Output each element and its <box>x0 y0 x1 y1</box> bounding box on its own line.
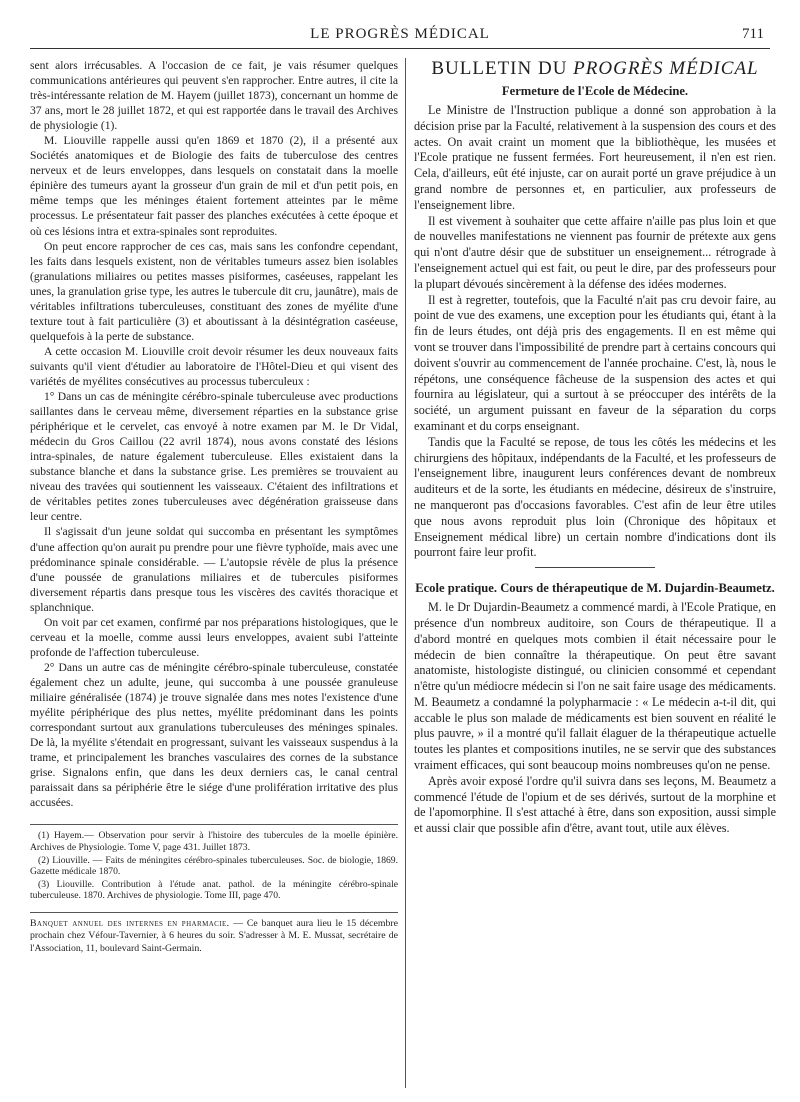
footnote-2: (2) Liouville. — Faits de méningites cérébro-spinales tuberculeuses. Soc. de biologie, 1869. Gazette médicale 1870. <box>30 854 398 878</box>
left-paragraph-8: 2° Dans un autre cas de méningite cérébro-spinale tuberculeuse, constatée également chez un adulte, jeune, qui succomba à une poussée granuleuse miliaire généralisée (1874) je trouve signalée dans mes notes l'existence d'une myélite périphérique des plus nettes, myélite prédominant dans les points correspondant surtout aux granulations tuberculeuses des méninges spinales. De là, la myélite s'étendait en progressant, suivant les vaisseaux suspendus à la trame, et principalement les branches vasculaires des cornes de la substance grise. Signalons enfin, que dans les deux derniers cas, le canal central paraissait dans sa périphérie être le siége d'une prolifération irritative des plus accusées. <box>30 660 398 810</box>
left-paragraph-1: sent alors irrécusables. A l'occasion de ce fait, je vais résumer quelques communications antérieures qui peuvent s'en rapprocher. Entre autres, il cite la très-intéressante relation de M. Hayem (juillet 1873), concernant un homme de 37 ans, mort le 28 juillet 1872, et qui est rapportée dans le travail des Archives de physiologie (1). <box>30 59 398 133</box>
footnote-1: (1) Hayem.— Observation pour servir à l'histoire des tubercules de la moelle épinière. Archives de Physiologie. Tome V, page 431. Juillet 1873. <box>30 830 398 853</box>
left-paragraph-6: Il s'agissait d'un jeune soldat qui succomba en présentant les symptômes d'une affection qu'on aurait pu prendre pour une fièvre typhoïde, mais avec une prédominance spinale considérable. — L'autopsie révèle de plus la présence d'une poussée de granulations miliaires et de tubercules pisiformes diversement répartis dans presque tous les viscères des cavités thoracique et splanchnique. <box>30 525 398 614</box>
left-paragraph-4: A cette occasion M. Liouville croit devoir résumer les deux nouveaux faits suivants qu'il vient d'étudier au laboratoire de l'Hôtel-Dieu et qui visent des variétés de myélites consécutives au processus tuberculeux : <box>30 344 398 388</box>
column-divider <box>405 58 406 1088</box>
left-column <box>30 58 398 955</box>
left-paragraph-2: M. Liouville rappelle aussi qu'en 1869 et 1870 (2), il a présenté aux Sociétés anatomiques et de Biologie des faits de tuberculose des centres nerveux et de leurs enveloppes, dans lesquels on constatait dans la moelle épinière des tumeurs ayant la grosseur d'un grain de mil et d'un petit pois, en même temps que les méninges étaient fortement atteintes par le même processus. Le présentateur fait passer des planches exécutées à cette époque et où ces lésions intra et extra-spinales sont reproduites. <box>30 134 398 238</box>
right-paragraph-4: Tandis que la Faculté se repose, de tous les côtés les médecins et les chirurgiens des hôpitaux, indépendants de la Faculté, et les professeurs de l'enseignement libre, inaugurent leurs conférences devant de nombreux auditeurs et de la sorte, les étudiants en médecine, désireux de s'instruire, ne manqueront pas d'occasions favorables. C'est afin de leur être utiles que nous avons reproduit plus loin (Chronique des hôpitaux et Enseignement médical libre) un certain nombre d'indications dont ils pourront faire leur profit. <box>414 434 776 560</box>
section-divider <box>535 567 655 568</box>
journal-title: LE PROGRÈS MÉDICAL <box>310 26 490 42</box>
right-paragraph-6: Après avoir exposé l'ordre qu'il suivra dans ses leçons, M. Beaumetz a commencé l'étude de l'opium et de ses dérivés, surtout de la morphine et de l'apomorphine. Il s'est attaché à être, dans son exposition, aussi simple et aussi clair que possible afin d'être, avant tout, utile aux élèves. <box>414 773 776 836</box>
footnote-3: (3) Liouville. Contribution à l'étude anat. pathol. de la méningite cérébro-spinale tuberculeuse. 1870. Archives de physiologie. Tome III, page 470. <box>30 878 398 902</box>
footnotes <box>30 824 398 902</box>
section-title-ecole-pratique: Ecole pratique. Cours de thérapeutique de M. Dujardin-Beaumetz. <box>415 581 775 596</box>
running-header <box>30 26 770 49</box>
section-title-fermeture: Fermeture de l'Ecole de Médecine. <box>501 84 689 98</box>
bulletin-title-prefix: BULLETIN DU <box>431 58 568 79</box>
page-number: 711 <box>742 26 764 42</box>
bulletin-title <box>414 58 776 80</box>
left-paragraph-7: On voit par cet examen, confirmé par nos préparations histologiques, que le cerveau et la moelle, comme aussi leurs enveloppes, avaient subi l'atteinte profonde de l'affection tuberculeuse. <box>30 615 398 659</box>
right-paragraph-2: Il est vivement à souhaiter que cette affaire n'aille pas plus loin et que de nouvelles manifestations ne viennent pas fournir de prétexte aux gens qui n'ont d'autre désir que de substituer un enseignement... rétrograde à l'enseignement actuel qui est fait, ou peut le dire, par des professeurs pour la plupart dévoués sincèrement à la défense des idées modernes. <box>414 213 776 291</box>
right-column <box>414 58 776 837</box>
left-paragraph-5: 1° Dans un cas de méningite cérébro-spinale tuberculeuse avec productions saillantes dans le cerveau même, diversement réparties en la substance grise périphérique et le cervelet, cas envoyé à notre examen par M. le Dr Vidal, médecin du Gros Caillou (22 avril 1874), nous avons constaté des lésions intra-spinales, de nature également tuberculeuse. Elles existaient dans la substance blanche et dans la substance grise. Les premières se trouvaient au niveau des travées qui soutiennent les vaisseaux. C'étaient des infiltrations et de véritables petites zones tuberculeuses avec dégénération graisseuse dans leur centre. <box>30 390 398 524</box>
right-paragraph-3: Il est à regretter, toutefois, que la Faculté n'ait pas cru devoir faire, au point de vue des examens, une exception pour les étudiants qui, étant à la fin de leurs études, ont déjà pris des engagements. Il en est même qui vont se trouver dans l'impossibilité de prendre part à certains concours qui doivent s'ouvrir au commencement de l'année prochaine. C'est, là, nous le répétons, une conséquence fâcheuse de la suspension des actes et qui fournira au législateur, qui a surtout à se préoccuper des intérêts de la société, un argument puissant en faveur de la séparation du corps examinant et du corps enseignant. <box>414 292 776 433</box>
announcement-text: — Ce banquet aura lieu le 15 décembre prochain chez Véfour-Tavernier, à 6 heures du soir. S'adresser à M. E. Mussat, secrétaire de l'Association, 11, boulevard Saint-Germain. <box>30 917 399 954</box>
banquet-announcement <box>30 912 398 955</box>
right-paragraph-1: Le Ministre de l'Instruction publique a donné son approbation à la décision prise par la Faculté, relativement à la suspension des cours et des actes. On avait craint un moment que la bibliothèque, les musées et l'Ecole pratique ne fussent fermées. Fort heureusement, il n'en est rien. Cela, d'ailleurs, eût été injuste, car on aurait porté un grave préjudice à un grand nombre de personnes et, en particulier, aux professeurs de l'enseignement libre. <box>414 103 776 212</box>
right-paragraph-5: M. le Dr Dujardin-Beaumetz a commencé mardi, à l'Ecole Pratique, en présence d'un nombreux auditoire, son Cours de thérapeutique. Il a d'abord montré en quelques mots combien il était nécessaire pour le médecin de bien connaître la thérapeutique. On peut être savant anatomiste, histologiste distingué, ou clinicien consommé et cependant n'être qu'un médiocre médecin si l'on ne sait faire usage des médicaments. M. Beaumetz a condamné la polypharmacie : « Le médecin a-t-il dit, qui accable le plus son malade de médicaments est bien souvent en réalité le plus pauvre, » il a montré qu'il fallait élaguer de la thérapeutique actuelle toutes les plantes et compositions inutiles, ne se servir que des substances vraiment efficaces, qui sont beaucoup moins nombreuses qu'on ne pense. <box>414 600 776 773</box>
left-paragraph-3: On peut encore rapprocher de ces cas, mais sans les confondre cependant, les faits dans lesquels existent, non de véritables tumeurs assez bien isolables (granulations miliaires ou petites masses pisiformes, caséeuses, rappelant les unes, la granulation grise type, les autres le tubercule dit cru, jaunâtre), mais de véritables infiltrations tuberculeuses, constituant des zones de myélite d'une texture tout à fait particulière (3) et aboutissant à la désintégration caséeuse, quelquefois à la perte de substance. <box>30 239 398 343</box>
announcement-heading: Banquet annuel des internes en pharmacie. <box>30 917 230 929</box>
bulletin-title-italic: PROGRÈS MÉDICAL <box>573 58 759 79</box>
